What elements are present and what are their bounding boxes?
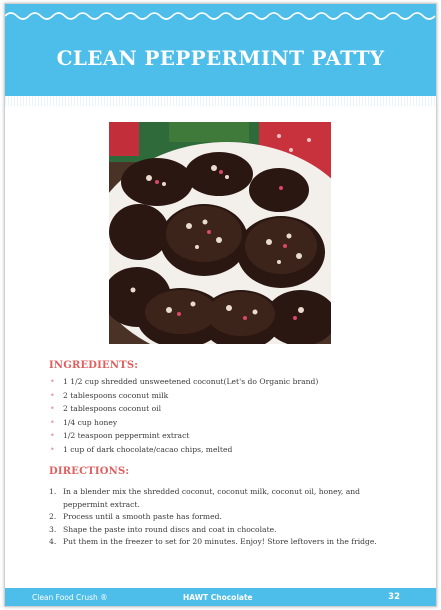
list-item: • 2 tablespoons coconut milk: [49, 389, 409, 403]
list-item: [49, 524, 399, 537]
footer-brand: Clean Food Crush ®: [32, 593, 108, 602]
footer-book-title: HAWT Chocolate: [183, 593, 253, 602]
step-number: 1.: [49, 487, 57, 496]
bullet-icon: •: [50, 444, 55, 454]
step-number: 3.: [49, 524, 57, 534]
title-banner: [5, 4, 436, 98]
recipe-title: CLEAN PEPPERMINT PATTY: [56, 46, 385, 70]
list-item: • 1/2 teaspoon peppermint extract: [49, 429, 409, 443]
banner-stripe: [5, 96, 436, 106]
step-text: In a blender mix the shredded coconut, coconut milk, coconut oil, honey, and peppermint extract.: [63, 487, 360, 509]
bullet-icon: •: [50, 377, 55, 386]
recipe-page: [4, 3, 437, 607]
step-number: 2.: [49, 512, 57, 522]
wave-border: [5, 10, 436, 22]
bullet-icon: •: [50, 404, 55, 414]
list-item: [49, 486, 399, 511]
recipe-photo: [109, 122, 331, 344]
list-item: • 1/4 cup honey: [49, 416, 409, 430]
directions-heading: DIRECTIONS:: [49, 466, 130, 477]
bullet-icon: •: [50, 431, 55, 441]
list-item: • 1 1/2 cup shredded unsweetened coconut(Let's do Organic brand): [49, 375, 409, 389]
page-number: 32: [388, 592, 400, 602]
directions-list: [49, 486, 399, 549]
page-footer: [5, 588, 436, 607]
ingredients-list: [49, 375, 409, 457]
list-item: [49, 511, 399, 524]
list-item: • 2 tablespoons coconut oil: [49, 402, 409, 416]
bullet-icon: •: [50, 390, 55, 400]
step-text: Put them in the freezer to set for 20 minutes. Enjoy! Store leftovers in the fridge.: [63, 537, 377, 547]
step-number: 4.: [49, 537, 57, 547]
list-item: [49, 536, 399, 549]
bullet-icon: •: [50, 417, 55, 427]
step-text: Shape the paste into round discs and coat in chocolate.: [63, 524, 277, 534]
list-item: • 1 cup of dark chocolate/cacao chips, melted: [49, 443, 409, 457]
step-text: Process until a smooth paste has formed.: [63, 512, 222, 522]
ingredients-heading: INGREDIENTS:: [49, 360, 139, 371]
